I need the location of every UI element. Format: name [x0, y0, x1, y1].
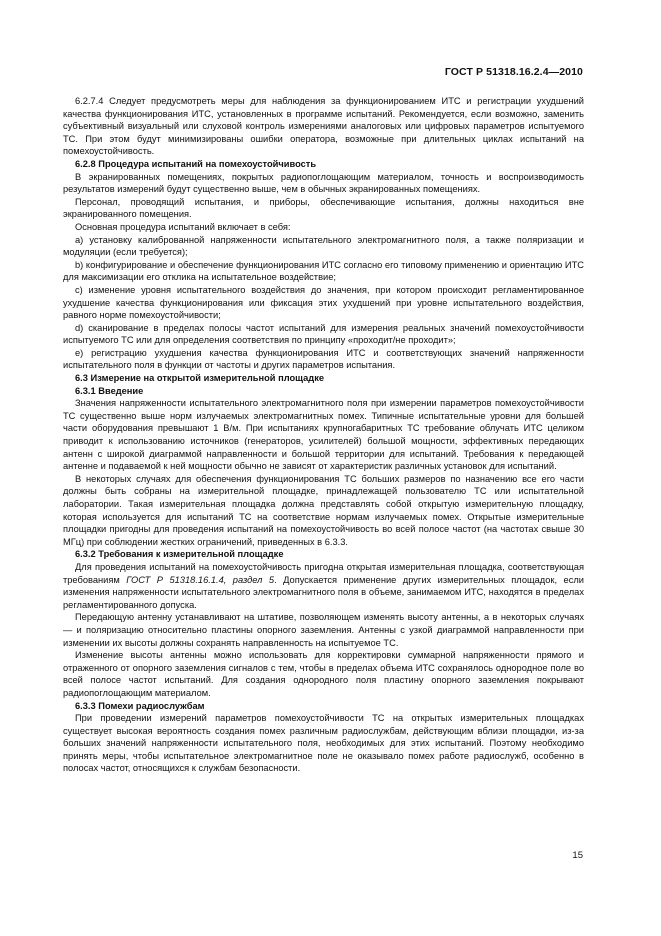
paragraph [63, 561, 584, 611]
heading-6-3-2: 6.3.2 Требования к измерительной площадке [75, 549, 284, 560]
list-item-d: d) сканирование в пределах полосы частот испытаний для измерения реальных значений помехоустойчивости испытуемого ТС или для определения соответствия по принципу «проходит/не проходит»; [63, 322, 584, 346]
paragraph: В некоторых случаях для обеспечения функционирования ТС больших размеров по назначению все его части должны быть собраны на измерительной площадке, принадлежащей пользователю ТС или испытательной лаборатории. Такая измерительная площадка должна представлять собой открытую измерительную площадку, которая используется для испытаний ТС на соответствие нормам излучаемых помех. Открытые измерительные площадки пригодны для проведения испытаний на помехоустойчивость во всей полосе частот (на частотах свыше 30 МГц) при соблюдении жестких ограничений, приведенных в 6.3.3. [63, 473, 584, 547]
document-body [63, 95, 584, 775]
paragraph: Изменение высоты антенны можно использовать для корректировки суммарной напряженности прямого и отраженного от опорного заземления сигналов с тем, чтобы в пределах объема ИТС сохранялось однородное поле во всей полосе частот испытаний. Для создания однородного поля пластину опорного заземления покрывают радиопоглощающим материалом. [63, 650, 584, 698]
paragraph: Передающую антенну устанавливают на штативе, позволяющем изменять высоту антенны, а в некоторых случаях — и поляризацию относительно пластины опорного заземления. Антенны с узкой диаграммой направленности при изменении их высоты должны сохранять направленность на испытуемое ТС. [63, 612, 584, 648]
heading-6-3-3: 6.3.3 Помехи радиослужбам [75, 700, 205, 711]
standard-id: ГОСТ Р 51318.16.2.4—2010 [444, 66, 583, 78]
list-item-a: а) установку калиброванной напряженности испытательного электромагнитного поля, а также поляризации и модуляции (если требуется); [63, 234, 584, 258]
standard-reference: ГОСТ Р 51318.16.1.4, раздел 5 [126, 574, 275, 585]
paragraph: В экранированных помещениях, покрытых радиопоглощающим материалом, точность и воспроизводимость результатов измерений будут существенно выше, чем в обычных экранированных помещениях. [63, 171, 584, 195]
paragraph-6-2-7-4: 6.2.7.4 Следует предусмотреть меры для наблюдения за функционированием ИТС и регистрации ухудшений качества функционирования ИТС, установленных в программе испытаний. Рекомендуется, если возможно, заменить субъективный визуальный или слуховой контроль измерениями аналоговых или цифровых параметров испытуемого ТС. При этом будут минимизированы ошибки оператора, возможные при длительных циклах испытаний на помехоустойчивость. [63, 96, 584, 157]
paragraph: Персонал, проводящий испытания, и приборы, обеспечивающие испытания, должны находиться вне экранированного помещения. [63, 196, 584, 220]
list-item-c: c) изменение уровня испытательного воздействия до значения, при котором происходит регламентированное ухудшение качества функционирования или фиксация этих ухудшений при уровне испытательного воздействия, равного норме помехоустойчивости; [63, 284, 584, 321]
heading-6-3: 6.3 Измерение на открытой измерительной площадке [75, 373, 325, 384]
page-number: 15 [572, 850, 583, 861]
list-item-e: e) регистрацию ухудшения качества функционирования ИТС и соответствующих значений напряженности испытательного поля в функции от частоты и других параметров испытания. [63, 347, 584, 371]
paragraph: Значения напряженности испытательного электромагнитного поля при измерении параметров помехоустойчивости ТС существенно выше норм излучаемых электромагнитных помех. Типичные испытательные уровни для большей части оборудования превышают 1 В/м. При испытаниях крупногабаритных ТС требование облучать ИТС целиком приводит к использованию источников (генераторов, усилителей) большой мощности, эффективных передающих антенн с широкой диаграммой направленности и большой территории для испытаний. Требования к передающей антенне и подаваемой к ней мощности обычно не зависят от характеристик различных установок для испытаний. [63, 398, 584, 472]
heading-6-3-1: 6.3.1 Введение [75, 385, 144, 396]
paragraph: Основная процедура испытаний включает в себя: [75, 221, 291, 232]
paragraph: При проведении измерений параметров помехоустойчивости ТС на открытых измерительных площадках существует высокая вероятность создания помех различным радиослужбам, действующим вблизи площадки, из-за больших значений напряженности испытательного поля, необходимых для этих испытаний. Поэтому необходимо принять меры, чтобы испытательное электромагнитное поле не оказывало помех работе радиослужб, особенно в полосах частот, относящихся к службам безопасности. [63, 713, 584, 774]
text-run: . Допускается применение других измерительных площадок, если изменения напряженности испытательного электромагнитного поля в объеме, занимаемом ИТС, находятся в пределах регламентированного допуска. [63, 574, 584, 610]
list-item-b: b) конфигурирование и обеспечение функционирования ИТС согласно его типовому применению и ориентацию ИТС для максимизации его отклика на испытательное воздействие; [63, 259, 584, 283]
text-run: Для проведения испытаний на помехоустойчивость пригодна открытая измерительная площадка, соответствующая требованиям [63, 561, 584, 585]
heading-6-2-8: 6.2.8 Процедура испытаний на помехоустойчивость [75, 158, 317, 169]
